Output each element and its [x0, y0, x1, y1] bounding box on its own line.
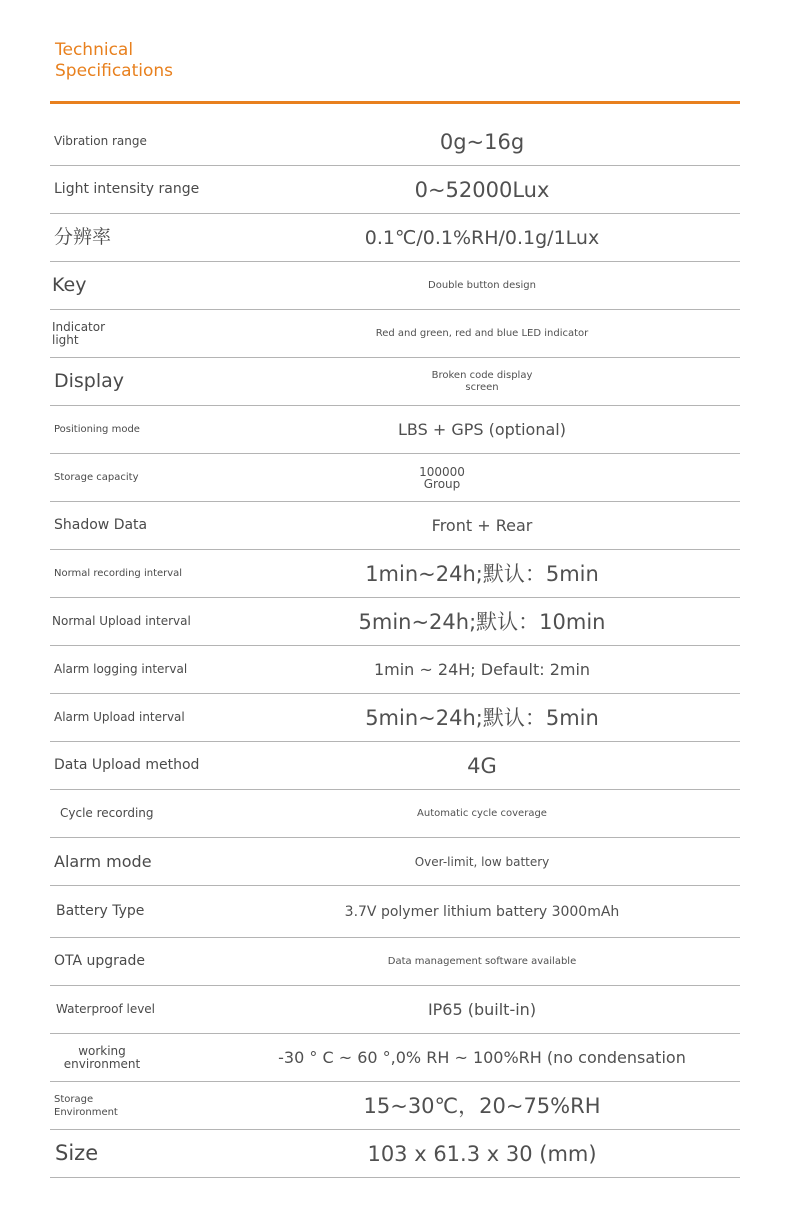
spec-label: 分辨率	[54, 226, 112, 248]
spec-row-data-upload-method	[50, 742, 740, 790]
spec-value: 5min~24h;默认：10min	[358, 609, 606, 634]
spec-row-normal-recording-interval	[50, 550, 740, 598]
title-divider	[50, 101, 740, 104]
spec-label: Vibration range	[54, 134, 147, 148]
spec-value: Over-limit, low battery	[414, 854, 550, 869]
spec-label: OTA upgrade	[54, 953, 145, 969]
spec-value: Broken code display screen	[431, 369, 533, 393]
spec-value: Automatic cycle coverage	[417, 807, 547, 819]
spec-label: Battery Type	[56, 903, 145, 919]
spec-row-alarm-upload-interval	[50, 694, 740, 742]
spec-value: 103 x 61.3 x 30 (mm)	[367, 1141, 597, 1166]
spec-table	[50, 118, 740, 1178]
spec-row-waterproof-level	[50, 986, 740, 1034]
spec-row-resolution	[50, 214, 740, 262]
spec-label: Alarm mode	[54, 852, 152, 871]
spec-label: Cycle recording	[60, 806, 154, 820]
spec-row-normal-upload-interval	[50, 598, 740, 646]
spec-value: 3.7V polymer lithium battery 3000mAh	[344, 903, 620, 920]
spec-label: Positioning mode	[54, 424, 140, 435]
spec-row-indicator-light	[50, 310, 740, 358]
spec-label: Display	[54, 370, 125, 392]
spec-row-alarm-logging-interval	[50, 646, 740, 694]
title-line-2: Specifications	[55, 61, 174, 81]
spec-row-working-environment	[50, 1034, 740, 1082]
spec-value: 0~52000Lux	[414, 177, 550, 202]
spec-label: Alarm Upload interval	[54, 710, 185, 724]
spec-label: Normal recording interval	[54, 568, 183, 579]
spec-row-shadow-data	[50, 502, 740, 550]
spec-label: working environment	[63, 1043, 141, 1071]
spec-row-storage-capacity	[50, 454, 740, 502]
spec-row-size	[50, 1130, 740, 1178]
spec-label: Shadow Data	[54, 517, 148, 533]
spec-row-ota-upgrade	[50, 938, 740, 986]
spec-row-battery-type	[50, 886, 740, 938]
spec-value: 1min~24h;默认：5min	[365, 561, 599, 586]
spec-value: 4G	[467, 753, 497, 778]
spec-label: Storage Environment	[54, 1093, 118, 1118]
spec-value: 100000 Group	[419, 464, 465, 491]
spec-row-cycle-recording	[50, 790, 740, 838]
spec-value: Front + Rear	[431, 515, 533, 535]
spec-row-positioning-mode	[50, 406, 740, 454]
spec-label: Data Upload method	[54, 757, 200, 773]
spec-row-alarm-mode	[50, 838, 740, 886]
spec-value: Data management software available	[387, 955, 577, 967]
spec-label: Light intensity range	[54, 181, 200, 197]
spec-value: 1min ~ 24H; Default: 2min	[373, 659, 591, 679]
spec-label: Storage capacity	[54, 472, 139, 483]
spec-row-light-intensity	[50, 166, 740, 214]
spec-row-storage-environment	[50, 1082, 740, 1130]
spec-value: -30 ° C ~ 60 °,0% RH ~ 100%RH (no condensation	[278, 1047, 686, 1067]
spec-label: Key	[52, 274, 87, 296]
spec-row-key	[50, 262, 740, 310]
spec-label: Alarm logging interval	[54, 662, 188, 676]
spec-value: IP65 (built-in)	[427, 999, 537, 1019]
spec-value: 0.1℃/0.1%RH/0.1g/1Lux	[364, 226, 600, 249]
title-line-1: Technical	[55, 40, 134, 60]
spec-label: Size	[55, 1141, 99, 1165]
spec-row-display	[50, 358, 740, 406]
spec-value: Red and green, red and blue LED indicator	[375, 327, 589, 339]
spec-value: LBS + GPS (optional)	[398, 419, 566, 439]
spec-value: 5min~24h;默认：5min	[365, 705, 599, 730]
spec-label: Normal Upload interval	[52, 614, 191, 628]
spec-row-vibration-range	[50, 118, 740, 166]
spec-value: 15~30℃，20~75%RH	[363, 1093, 601, 1118]
spec-value: Double button design	[428, 279, 536, 291]
spec-label: Waterproof level	[56, 1002, 156, 1016]
page-title	[55, 40, 255, 82]
spec-value: 0g~16g	[439, 129, 525, 154]
spec-label: Indicator light	[52, 319, 106, 347]
